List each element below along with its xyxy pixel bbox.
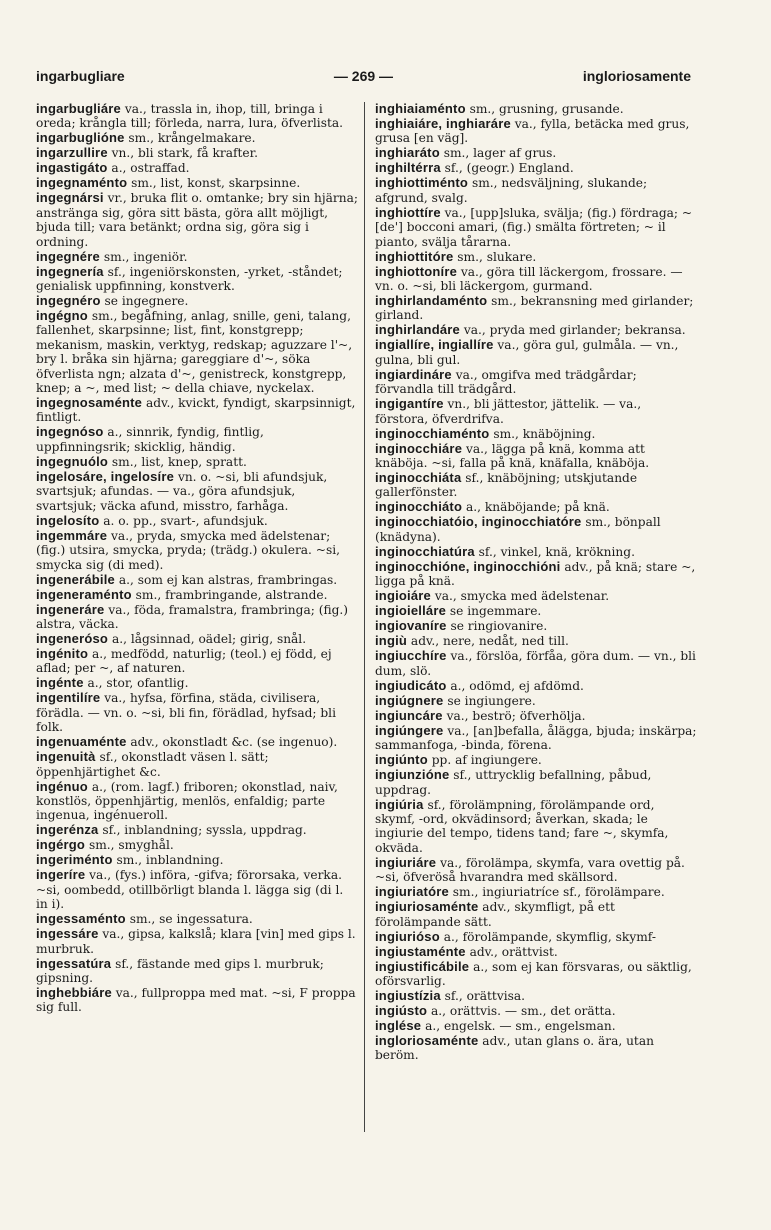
left-column: [36, 102, 358, 1015]
dictionary-entry: [36, 294, 358, 308]
definition: se ingemmare.: [449, 604, 542, 619]
definition: sm., frambringande, alstrande.: [135, 587, 328, 602]
headword: ingiallíre, ingiallíre: [375, 337, 494, 353]
definition: adv., skymfligt, på ett förolämpande sätt.: [375, 900, 615, 929]
dictionary-entry: [36, 912, 358, 926]
definition: a., ostraffad.: [111, 161, 190, 176]
headword: ingeneráre: [36, 601, 105, 617]
headword: inghiaráto: [375, 145, 440, 161]
headword: ingiù: [375, 633, 408, 649]
headword: ingeneróso: [36, 630, 109, 646]
dictionary-entry: [36, 176, 358, 190]
dictionary-entry: [375, 102, 697, 116]
definition: va., pryda, smycka med ädelstenar; (fig.) utsira, smycka, pryda; (trädg.) okulera. ~si, smycka sig (di med).: [36, 528, 341, 572]
dictionary-entry: [375, 694, 697, 708]
definition: sm., ingiuriatríce sf., förolämpare.: [452, 885, 665, 900]
definition: pp. af ingiungere.: [431, 753, 542, 768]
headword: inghiaiaménto: [375, 101, 466, 116]
headword: inghiaiáre, inghiaráre: [375, 116, 511, 131]
definition: vn. o. ~si, bli afundsjuk, svartsjuk; afundas. — va., göra afundsjuk, svartsjuk; väcka afund, misstro, farhåga.: [36, 469, 328, 513]
dictionary-entry: [36, 161, 358, 175]
dictionary-entry: [36, 676, 358, 690]
headword: inginocchiaménto: [375, 425, 490, 441]
headword: ingénte: [36, 675, 84, 691]
definition: sm., grusning, grusande.: [469, 102, 624, 116]
header-right-guideword: ingloriosamente: [582, 68, 691, 84]
headword: ingioielláre: [375, 603, 447, 619]
headword: ingarbugliáre: [36, 101, 121, 116]
definition: sm., ingeniör.: [103, 249, 188, 264]
headword: inghiottíre: [375, 204, 441, 220]
headword: inghirlandáre: [375, 322, 460, 338]
definition: a., sinnrik, fyndig, fintlig, uppfinningsrik; skicklig, händig.: [36, 425, 264, 454]
dictionary-entry: [375, 338, 697, 367]
dictionary-entry: [375, 709, 697, 723]
headword: ingenerábile: [36, 571, 115, 587]
dictionary-entry: [375, 323, 697, 337]
definition: adv., kvickt, fyndigt, skarpsinnigt, fintligt.: [36, 396, 356, 425]
headword: ingénito: [36, 645, 89, 661]
headword: ingiurióso: [375, 928, 440, 944]
dictionary-entry: [375, 117, 697, 146]
definition: se ingegnere.: [104, 294, 189, 309]
dictionary-entry: [375, 1004, 697, 1018]
headword: ingénuo: [36, 778, 88, 794]
definition: sm., bekransning med girlander; girland.: [375, 294, 694, 323]
dictionary-entry: [36, 853, 358, 867]
dictionary-entry: [375, 265, 697, 294]
definition: sm., list, knep, spratt.: [111, 454, 247, 469]
dictionary-entry: [375, 1034, 697, 1063]
dictionary-entry: [375, 545, 697, 559]
definition: vn., bli stark, få krafter.: [111, 146, 258, 161]
dictionary-entry: [36, 823, 358, 837]
definition: se ingiungere.: [447, 693, 536, 708]
definition: a., engelsk. — sm., engelsman.: [425, 1018, 616, 1033]
definition: a., odömd, ej afdömd.: [450, 678, 584, 693]
dictionary-entry: [36, 927, 358, 956]
headword: inghirlandaménto: [375, 293, 488, 309]
headword: inginocchiatúra: [375, 543, 475, 559]
definition: sm., begåfning, anlag, snille, geni, talang, fallenhet, skarpsinne; list, fint, konstgrepp; mekanism, maskin, verktyg, redskap; aguzzare l'~, bry l. bråka sin hjärna; gareggiare d'~, söka öfverlista ngn; alzata d'~, genistreck, konstgrepp, knep; a ~, med list; ~ della chiave, nyckelax.: [36, 309, 353, 396]
dictionary-entry: [36, 146, 358, 160]
dictionary-entry: [36, 455, 358, 469]
dictionary-entry: [36, 780, 358, 823]
definition: sm., nedsväljning, slukande; afgrund, svalg.: [375, 176, 648, 205]
headword: inghiottoníre: [375, 263, 458, 279]
dictionary-entry: [375, 397, 697, 426]
dictionary-entry: [375, 930, 697, 944]
headword: inginocchiáta: [375, 470, 462, 486]
definition: va., smycka med ädelstenar.: [434, 589, 610, 604]
definition: sm., slukare.: [457, 249, 537, 264]
dictionary-entry: [375, 679, 697, 693]
headword: ingiuriosaménte: [375, 899, 479, 915]
headword: ingegnársi: [36, 190, 104, 206]
dictionary-entry: [375, 798, 697, 856]
definition: a., stor, ofantlig.: [87, 676, 189, 691]
dictionary-entry: [375, 856, 697, 885]
dictionary-entry: [375, 294, 697, 323]
headword: ingessáre: [36, 926, 99, 942]
headword: ingégno: [36, 308, 88, 324]
headword: ingloriosaménte: [375, 1032, 479, 1048]
definition: sf., uttrycklig befallning, påbud, uppdrag.: [375, 768, 652, 797]
dictionary-entry: [375, 945, 697, 959]
definition: sm., inblandning.: [116, 853, 224, 868]
definition: va., fullproppa med mat. ~si, F proppa sig full.: [36, 985, 356, 1015]
headword: inghiltérra: [375, 160, 441, 176]
definition: sf., (geogr.) England.: [444, 161, 574, 176]
dictionary-entry: [36, 735, 358, 749]
definition: va., förolämpa, skymfa, vara ovettig på. ~si, öfveröså hvarandra med skällsord.: [375, 855, 685, 885]
headword: ingiuriatóre: [375, 884, 449, 900]
headword: ingiúngere: [375, 722, 444, 738]
dictionary-entry: [375, 753, 697, 767]
page-number: — 269 —: [333, 68, 394, 84]
dictionary-entry: [375, 471, 697, 500]
headword: inginocchióne, inginocchióni: [375, 558, 561, 574]
headword: ingiardináre: [375, 366, 452, 382]
definition: sm., bönpall (knädyna).: [375, 515, 661, 544]
dictionary-entry: [36, 265, 358, 294]
definition: va., gipsa, kalkslå; klara [vin] med gips l. murbruk.: [36, 927, 356, 956]
headword: ingiúnto: [375, 752, 428, 768]
headword: ingiustaménte: [375, 943, 466, 959]
headword: ingiustízia: [375, 987, 441, 1003]
headword: ingeríre: [36, 867, 86, 883]
headword: ingigantíre: [375, 396, 444, 412]
headword: inghebbiáre: [36, 984, 112, 1000]
definition: sf., inblandning; syssla, uppdrag.: [102, 823, 307, 838]
definition: sm., smyghål.: [88, 838, 174, 853]
dictionary-entry: [375, 989, 697, 1003]
headword: inglése: [375, 1017, 422, 1033]
definition: vr., bruka flit o. omtanke; bry sin hjärna; anstränga sig, göra sitt bästa, göra allt möjligt, bjuda till; vara betänkt; ordna sig, göra sig i ordning.: [36, 191, 358, 249]
headword: ingiudicáto: [375, 677, 447, 693]
headword: ingiovaníre: [375, 618, 447, 634]
dictionary-entry: [36, 131, 358, 145]
dictionary-entry: [375, 500, 697, 514]
headword: ingemmáre: [36, 527, 108, 543]
definition: sm., lager af grus.: [443, 146, 557, 161]
definition: adv., på knä; stare ~, ligga på knä.: [375, 559, 696, 589]
headword: ingioiáre: [375, 588, 431, 604]
definition: sf., förolämpning, förolämpande ord, skymf, -ord, okvädinsord; åverkan, skada; le ingiurie del tempo, tidens tand; fare ~, skymfa, okväda.: [375, 797, 669, 855]
definition: sm., list, konst, skarpsinne.: [131, 176, 301, 191]
definition: se ringiovanire.: [450, 619, 548, 634]
headword: ingastigáto: [36, 160, 108, 176]
dictionary-entry: [375, 900, 697, 929]
definition: a., förolämpande, skymflig, skymf-: [443, 929, 656, 944]
dictionary-entry: [375, 250, 697, 264]
dictionary-entry: [36, 250, 358, 264]
dictionary-entry: [375, 427, 697, 441]
definition: a., knäböjande; på knä.: [465, 500, 610, 515]
headword: ingegnaménto: [36, 175, 128, 191]
definition: va., omgifva med trädgårdar; förvandla till trädgård.: [375, 367, 637, 397]
headword: ingiustificábile: [375, 958, 470, 974]
dictionary-entry: [375, 885, 697, 899]
dictionary-entry: [36, 573, 358, 587]
definition: adv., okonstladt &c. (se ingenuo).: [130, 735, 338, 750]
headword: ingentilíre: [36, 690, 101, 706]
dictionary-entry: [36, 632, 358, 646]
definition: sf., fästande med gips l. murbruk; gipsning.: [36, 956, 324, 985]
column-divider: [364, 102, 365, 1132]
definition: a. o. pp., svart-, afundsjuk.: [103, 513, 268, 528]
headword: ingiústo: [375, 1002, 428, 1018]
definition: sf., orättvisa.: [444, 988, 525, 1003]
definition: va., [upp]sluka, svälja; (fig.) fördraga; ~ [de'] bocconi amari, (fig.) smälta förtreten; ~ il pianto, svälja tårarna.: [375, 205, 693, 249]
dictionary-entry: [36, 514, 358, 528]
dictionary-entry: [36, 750, 358, 779]
dictionary-entry: [36, 691, 358, 734]
dictionary-entry: [375, 960, 697, 989]
headword: ingegnéro: [36, 293, 101, 309]
definition: a., som ej kan alstras, frambringas.: [118, 572, 338, 587]
definition: va., föda, framalstra, frambringa; (fig.) alstra, väcka.: [36, 602, 349, 631]
headword: ingegnóso: [36, 424, 104, 440]
definition: va., lägga på knä, komma att knäböja. ~si, falla på knä, knäfalla, knäböja.: [375, 441, 650, 471]
dictionary-entry: [36, 425, 358, 454]
definition: sf., okonstladt väsen l. sätt; öppenhjärtighet &c.: [36, 750, 269, 779]
definition: va., fylla, betäcka med grus, grusa [en väg].: [375, 117, 690, 146]
page-header: [36, 68, 691, 92]
dictionary-entry: [375, 589, 697, 603]
dictionary-entry: [375, 634, 697, 648]
dictionary-entry: [36, 470, 358, 513]
dictionary-entry: [36, 603, 358, 632]
definition: sf., vinkel, knä, krökning.: [478, 544, 635, 559]
definition: vn., bli jättestor, jättelik. — va., förstora, öfverdrifva.: [375, 397, 642, 426]
headword: ingiuncáre: [375, 707, 443, 723]
dictionary-entry: [375, 206, 697, 249]
dictionary-entry: [36, 647, 358, 676]
headword: ingarzullire: [36, 145, 108, 161]
definition: va., trassla in, ihop, till, bringa i oreda; krångla till; förleda, narra, lura, öfverlista.: [36, 102, 343, 131]
definition: va., (fys.) införa, -gifva; förorsaka, verka. ~si, oombedd, otillbörligt blanda l. lägga sig (di l. in i).: [36, 868, 344, 912]
dictionary-entry: [375, 649, 697, 678]
dictionary-entry: [36, 191, 358, 249]
headword: ingiúgnere: [375, 692, 444, 708]
headword: ingenuità: [36, 749, 96, 765]
dictionary-entry: [375, 724, 697, 753]
dictionary-entry: [375, 560, 697, 589]
headword: ingérgo: [36, 837, 86, 853]
definition: adv., utan glans o. ära, utan beröm.: [375, 1033, 654, 1063]
definition: va., beströ; öfverhölja.: [446, 708, 586, 723]
dictionary-entry: [375, 604, 697, 618]
definition: a., som ej kan försvaras, ou säktlig, oförsvarlig.: [375, 959, 692, 988]
headword: ingiucchíre: [375, 648, 447, 664]
definition: sm., krångelmakare.: [128, 131, 256, 146]
headword: ingenuaménte: [36, 734, 127, 750]
dictionary-entry: [36, 957, 358, 986]
headword: inghiottiménto: [375, 175, 469, 191]
headword: inginocchiáre: [375, 440, 463, 456]
definition: va., göra gul, gulmåla. — vn., gulna, bli gul.: [375, 338, 679, 367]
right-column: [375, 102, 697, 1063]
definition: adv., orättvist.: [469, 944, 558, 959]
dictionary-entry: [375, 161, 697, 175]
definition: sf., ingeniörskonsten, -yrket, -ståndet; genialisk uppfinning, konstverk.: [36, 264, 343, 294]
dictionary-entry: [375, 768, 697, 797]
dictionary-entry: [36, 309, 358, 395]
dictionary-entry: [36, 868, 358, 911]
headword: ingiúria: [375, 796, 424, 812]
dictionary-entry: [36, 838, 358, 852]
headword: ingelosíto: [36, 512, 100, 528]
definition: a., medfödd, naturlig; (teol.) ej född, ej aflad; per ~, af naturen.: [36, 646, 332, 676]
definition: sm., se ingessatura.: [129, 912, 253, 927]
definition: va., hyfsa, förfina, städa, civilisera, förädla. — vn. o. ~si, bli fin, förädlad, hyfsad; bli folk.: [36, 691, 336, 735]
dictionary-entry: [36, 102, 358, 131]
dictionary-entry: [375, 368, 697, 397]
headword: ingegnére: [36, 248, 100, 264]
definition: va., förslöa, förfåa, göra dum. — vn., bli dum, slö.: [375, 649, 696, 678]
dictionary-entry: [36, 588, 358, 602]
headword: ingegnería: [36, 263, 104, 279]
headword: inghiottitóre: [375, 248, 454, 264]
definition: a., orättvis. — sm., det orätta.: [431, 1003, 616, 1018]
dictionary-entry: [375, 515, 697, 544]
headword: ingiunzióne: [375, 767, 450, 783]
headword: ingiuriáre: [375, 854, 437, 870]
definition: va., pryda med girlander; bekransa.: [463, 323, 686, 338]
definition: a., lågsinnad, oädel; girig, snål.: [111, 631, 307, 646]
definition: sf., knäböjning; utskjutande gallerfönster.: [375, 471, 638, 500]
definition: va., göra till läckergom, frossare. — vn. o. ~si, bli läckergom, gurmand.: [375, 264, 683, 294]
headword: ingeneraménto: [36, 586, 132, 602]
headword: ingegnuólo: [36, 453, 109, 469]
headword: ingarbuglióne: [36, 130, 125, 146]
dictionary-entry: [375, 442, 697, 471]
dictionary-entry: [375, 619, 697, 633]
dictionary-entry: [375, 1019, 697, 1033]
dictionary-entry: [375, 176, 697, 205]
definition: a., (rom. lagf.) friboren; okonstlad, naiv, konstlös, öppenhjärtig, menlös, enfaldig; parte ingenua, ingénueroll.: [36, 779, 338, 823]
headword: inginocchiáto: [375, 499, 463, 515]
dictionary-entry: [36, 529, 358, 572]
headword: ingelosáre, ingelosíre: [36, 468, 175, 484]
header-left-guideword: ingarbugliare: [36, 68, 125, 84]
definition: va., [an]befalla, ålägga, bjuda; inskärpa; sammanfoga, -binda, förena.: [375, 723, 697, 753]
dictionary-entry: [36, 986, 358, 1015]
headword: ingessaménto: [36, 911, 126, 927]
headword: ingerénza: [36, 822, 99, 838]
headword: inginocchiatóio, inginocchiatóre: [375, 514, 582, 530]
definition: adv., nere, nedåt, ned till.: [410, 634, 569, 649]
definition: sm., knäböjning.: [493, 426, 596, 441]
headword: ingeriménto: [36, 852, 113, 868]
dictionary-entry: [36, 396, 358, 425]
headword: ingessatúra: [36, 955, 112, 971]
dictionary-entry: [375, 146, 697, 160]
headword: ingegnosaménte: [36, 395, 143, 411]
